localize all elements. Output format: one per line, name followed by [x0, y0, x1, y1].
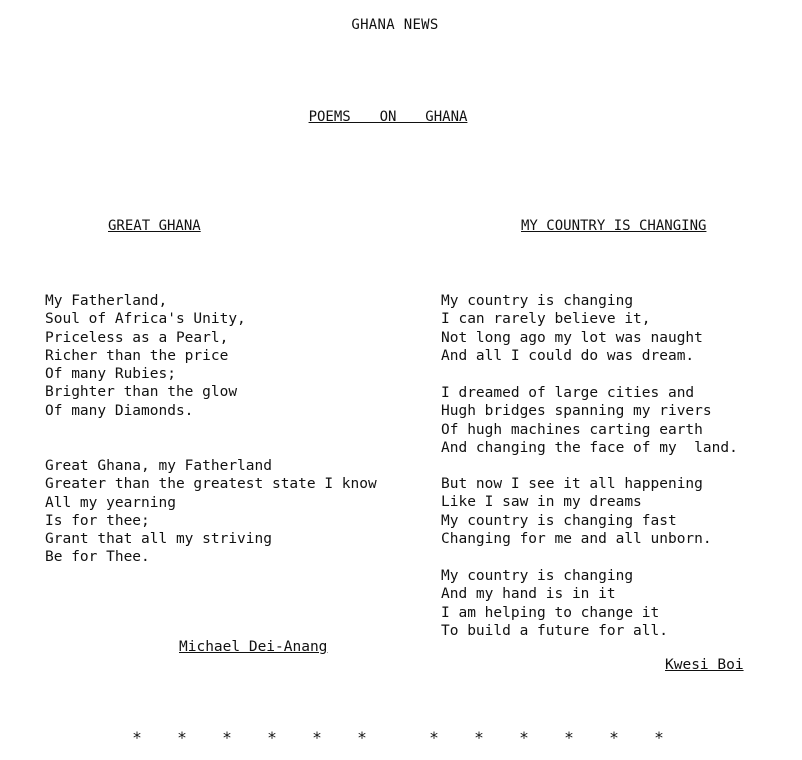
poem-2-stanza-3: [441, 475, 712, 548]
divider-star: *: [358, 728, 366, 747]
divider-star: *: [610, 728, 618, 747]
poem-line: Greater than the greatest state I know: [45, 476, 377, 493]
divider-star: *: [313, 728, 321, 747]
divider-star: *: [520, 728, 528, 747]
poem-line: Soul of Africa's Unity,: [45, 311, 246, 328]
divider-star: *: [430, 728, 438, 747]
poem-line: My country is changing fast: [441, 512, 677, 529]
poem-line: My country is changing: [441, 293, 634, 309]
poem-line: Of hugh machines carting earth: [441, 421, 703, 438]
divider-star: *: [268, 728, 276, 747]
poem-line: And changing the face of my land.: [441, 439, 738, 456]
poem-line: Brighter than the glow: [45, 384, 238, 401]
poem-line: To build a future for all.: [441, 622, 668, 639]
poem-author-michael-dei-anang: Michael Dei-Anang: [179, 639, 328, 655]
section-heading: POEMS ON GHANA: [308, 109, 468, 125]
poem-line: And all I could do was dream.: [441, 347, 695, 364]
publication-header: GHANA NEWS: [351, 17, 439, 33]
poem-2-stanza-1: [441, 292, 703, 365]
poem-line: But now I see it all happening: [441, 476, 703, 492]
poem-2-stanza-2: [441, 384, 738, 457]
poem-line: Changing for me and all unborn.: [441, 530, 712, 547]
star-divider: [0, 728, 802, 752]
poem-line: My country is changing: [441, 568, 634, 584]
poem-line: Of many Rubies;: [45, 366, 176, 383]
poem-line: I dreamed of large cities and: [441, 385, 695, 401]
poem-line: All my yearning: [45, 494, 176, 511]
poem-line: Priceless as a Pearl,: [45, 329, 229, 346]
poem-line: I am helping to change it: [441, 604, 660, 621]
divider-star: *: [565, 728, 573, 747]
poem-1-stanza-1: [45, 292, 246, 420]
divider-star: *: [178, 728, 186, 747]
poem-line: My Fatherland,: [45, 293, 168, 309]
poem-line: Is for thee;: [45, 512, 150, 529]
poem-title-my-country-is-changing: MY COUNTRY IS CHANGING: [521, 218, 707, 234]
divider-star: *: [133, 728, 141, 747]
poem-1-stanza-2: [45, 457, 377, 567]
poem-title-great-ghana: GREAT GHANA: [108, 218, 201, 234]
poem-line: Grant that all my striving: [45, 531, 272, 548]
poem-line: Great Ghana, my Fatherland: [45, 458, 272, 474]
poem-line: Not long ago my lot was naught: [441, 329, 703, 346]
poem-line: Hugh bridges spanning my rivers: [441, 403, 712, 420]
divider-star: *: [475, 728, 483, 747]
divider-star: *: [223, 728, 231, 747]
poem-2-stanza-4: [441, 567, 668, 640]
poem-line: Of many Diamonds.: [45, 402, 194, 419]
poem-line: Richer than the price: [45, 347, 229, 364]
poem-line: I can rarely believe it,: [441, 311, 651, 328]
divider-star: *: [655, 728, 663, 747]
poem-line: Like I saw in my dreams: [441, 494, 642, 511]
poem-author-kwesi-boi: Kwesi Boi: [665, 657, 744, 673]
poem-line: Be for Thee.: [45, 549, 150, 566]
poem-line: And my hand is in it: [441, 586, 616, 603]
